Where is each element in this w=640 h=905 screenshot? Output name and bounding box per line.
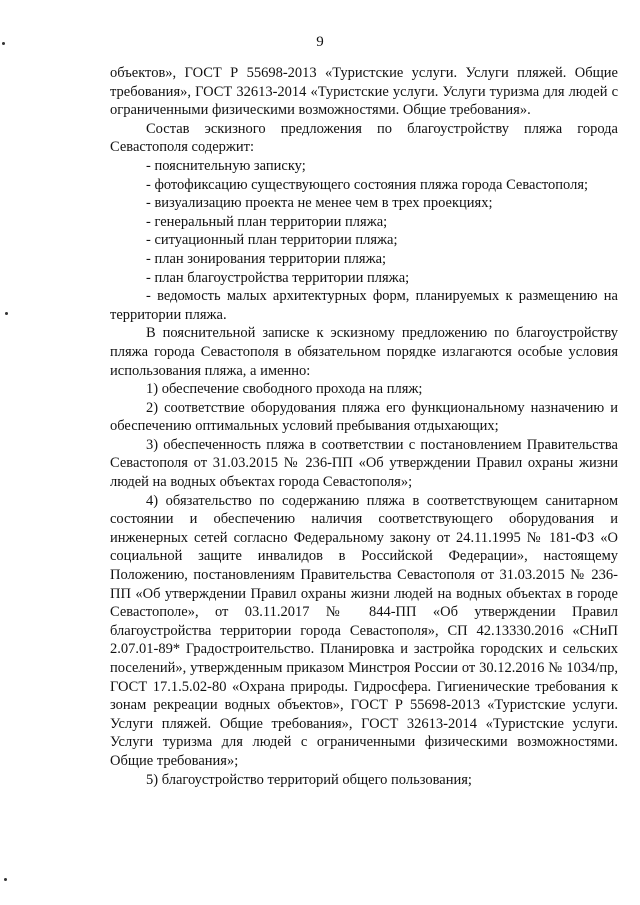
scan-mark (5, 312, 8, 315)
paragraph: - ситуационный план территории пляжа; (146, 232, 398, 249)
document-body (110, 64, 618, 789)
paragraph: В пояснительной записке к эскизному предложению по благоустройству пляжа города Севастополя в обязательном порядке излагаются особые условия использования пляжа, а именно: (110, 325, 618, 379)
paragraph: - ведомость малых архитектурных форм, планируемых к размещению на территории пляжа. (110, 288, 618, 323)
paragraph: 5) благоустройство территорий общего пользования; (146, 771, 472, 788)
paragraph: - визуализацию проекта не менее чем в трех проекциях; (146, 195, 493, 212)
paragraph: - пояснительную записку; (146, 157, 306, 174)
paragraph: 4) обязательство по содержанию пляжа в соответствующем санитарном состоянии и обеспечению наличия соответствующего оборудования и инженерных сетей согласно Федеральному закону от 24.11.1995 № 181-ФЗ «О социальной защите инвалидов в Российской Федерации», настоящему Положению, постановлениям Правительства Севастополя от 31.03.2015 № 236-ПП «Об утверждении Правил охраны жизни людей на водных объектах в городе Севастополе», от 03.11.2017 № 844-ПП «Об утверждении Правил благоустройства территории города Севастополя», СП 42.13330.2016 «СНиП 2.07.01-89* Градостроительство. Планировка и застройка городских и сельских поселений», утвержденным приказом Минстроя России от 30.12.2016 № 1034/пр, ГОСТ 17.1.5.02-80 «Охрана природы. Гидросфера. Гигиенические требования к зонам рекреации водных объектов», ГОСТ Р 55698-2013 «Туристские услуги. Услуги пляжей. Общие требования», ГОСТ 32613-2014 «Туристские услуги. Услуги туризма для людей с ограниченными физическими возможностями. Общие требования»; (110, 492, 618, 769)
paragraph: - фотофиксацию существующего состояния пляжа города Севастополя; (146, 176, 589, 193)
paragraph: - план благоустройства территории пляжа; (146, 269, 410, 286)
scan-mark (4, 878, 7, 881)
paragraph: - план зонирования территории пляжа; (146, 250, 387, 267)
page-number: 9 (316, 34, 324, 50)
paragraph: 1) обеспечение свободного прохода на пляж; (146, 381, 423, 398)
paragraph: Состав эскизного предложения по благоустройству пляжа города Севастополя содержит: (110, 120, 618, 156)
paragraph: - генеральный план территории пляжа; (146, 213, 388, 230)
paragraph: 2) соответствие оборудования пляжа его функциональному назначению и обеспечению оптимальных условий пребывания отдыхающих; (110, 399, 618, 435)
paragraph: 3) обеспеченность пляжа в соответствии с постановлением Правительства Севастополя от 31.03.2015 № 236-ПП «Об утверждении Правил охраны жизни людей на водных объектах города Севастополя»; (110, 436, 618, 491)
paragraph: объектов», ГОСТ Р 55698-2013 «Туристские услуги. Услуги пляжей. Общие требования», ГОСТ 32613-2014 «Туристские услуги. Услуги туризма для людей с ограниченными физическими возможностями. Общие требования». (110, 65, 618, 119)
